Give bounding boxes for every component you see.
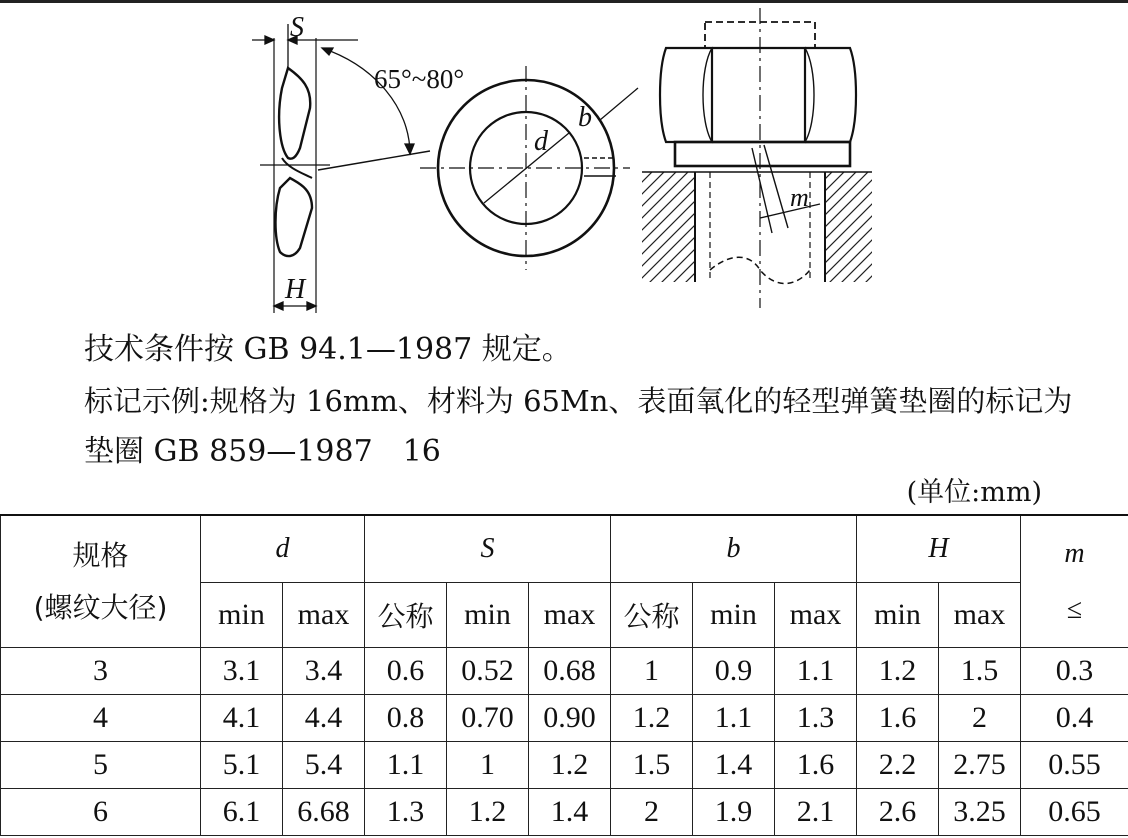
table-cell: 0.9	[693, 648, 775, 695]
table-cell: 0.65	[1021, 789, 1128, 836]
table-cell: 1.5	[611, 742, 693, 789]
table-cell: 6.1	[201, 789, 283, 836]
table-cell: 1.4	[693, 742, 775, 789]
table-cell: 0.55	[1021, 742, 1128, 789]
m-header-sub: ≤	[1066, 593, 1083, 625]
h-header: H	[857, 515, 1021, 583]
s-header: S	[365, 515, 611, 583]
marking-example-value: 垫圈 GB 859—1987 16	[84, 434, 441, 469]
table-cell: 1.4	[529, 789, 611, 836]
subheader-cell: min	[447, 583, 529, 648]
subheader-cell: max	[529, 583, 611, 648]
d-header: d	[201, 515, 365, 583]
subheader-cell: min	[857, 583, 939, 648]
subheader-cell: max	[283, 583, 365, 648]
table-cell: 6.68	[283, 789, 365, 836]
table-cell: 1.2	[857, 648, 939, 695]
washer-spec-table	[0, 514, 1128, 836]
table-cell: 2	[611, 789, 693, 836]
subheader-cell: min	[201, 583, 283, 648]
table-cell: 3.4	[283, 648, 365, 695]
table-cell: 0.90	[529, 695, 611, 742]
table-cell: 1.2	[611, 695, 693, 742]
table-cell: 0.68	[529, 648, 611, 695]
s-label: S	[290, 12, 304, 43]
table-cell: 0.52	[447, 648, 529, 695]
table-cell: 1.3	[365, 789, 447, 836]
subheader-cell: 公称	[611, 583, 693, 648]
table-cell: 1.1	[693, 695, 775, 742]
m-label: m	[790, 183, 809, 212]
table-header-row-1	[1, 515, 1128, 583]
top-border-line	[0, 0, 1128, 3]
table-cell: 5.4	[283, 742, 365, 789]
marking-example-note: 标记示例:规格为 16mm、材料为 65Mn、表面氧化的轻型弹簧垫圈的标记为	[84, 384, 1073, 418]
m-header: m	[1064, 537, 1085, 569]
angle-label: 65°~80°	[374, 64, 465, 94]
table-cell: 2.75	[939, 742, 1021, 789]
table-cell: 1	[611, 648, 693, 695]
table-cell: 6	[1, 789, 201, 836]
table-cell: 3.25	[939, 789, 1021, 836]
table-cell: 1.6	[857, 695, 939, 742]
subheader-cell: 公称	[365, 583, 447, 648]
table-cell: 1.1	[775, 648, 857, 695]
washer-technical-drawing	[240, 8, 880, 318]
b-label: b	[578, 102, 592, 133]
subheader-cell: min	[693, 583, 775, 648]
spec-header-line2: (螺纹大径)	[33, 590, 168, 624]
b-header: b	[611, 515, 857, 583]
table-cell: 5	[1, 742, 201, 789]
table-row	[1, 695, 1128, 742]
table-cell: 1.9	[693, 789, 775, 836]
table-row	[1, 789, 1128, 836]
table-row	[1, 742, 1128, 789]
table-cell: 1.6	[775, 742, 857, 789]
table-cell: 2.1	[775, 789, 857, 836]
h-label: H	[285, 274, 306, 305]
table-cell: 1.1	[365, 742, 447, 789]
table-cell: 3.1	[201, 648, 283, 695]
technical-conditions-note: 技术条件按 GB 94.1—1987 规定。	[84, 332, 572, 367]
subheader-cell: max	[775, 583, 857, 648]
table-cell: 2.2	[857, 742, 939, 789]
table-cell: 0.8	[365, 695, 447, 742]
table-cell: 1.2	[447, 789, 529, 836]
washer-front-view	[420, 66, 638, 270]
table-cell: 4	[1, 695, 201, 742]
subheader-cell: max	[939, 583, 1021, 648]
unit-label: (单位:mm)	[906, 477, 1042, 508]
table-cell: 1.5	[939, 648, 1021, 695]
table-cell: 2.6	[857, 789, 939, 836]
d-label: d	[534, 126, 548, 157]
table-cell: 4.4	[283, 695, 365, 742]
table-cell: 3	[1, 648, 201, 695]
table-cell: 1.3	[775, 695, 857, 742]
spec-header-line1: 规格	[72, 538, 129, 572]
m-header-cell	[1021, 515, 1128, 648]
table-cell: 0.3	[1021, 648, 1128, 695]
s-dimension	[252, 24, 358, 68]
table-cell: 5.1	[201, 742, 283, 789]
table-cell: 2	[939, 695, 1021, 742]
table-cell: 4.1	[201, 695, 283, 742]
assembly-view	[642, 8, 872, 308]
table-cell: 0.70	[447, 695, 529, 742]
table-cell: 0.4	[1021, 695, 1128, 742]
spec-header-cell	[1, 515, 201, 648]
table-cell: 0.6	[365, 648, 447, 695]
table-row	[1, 648, 1128, 695]
table-cell: 1.2	[529, 742, 611, 789]
table-cell: 1	[447, 742, 529, 789]
